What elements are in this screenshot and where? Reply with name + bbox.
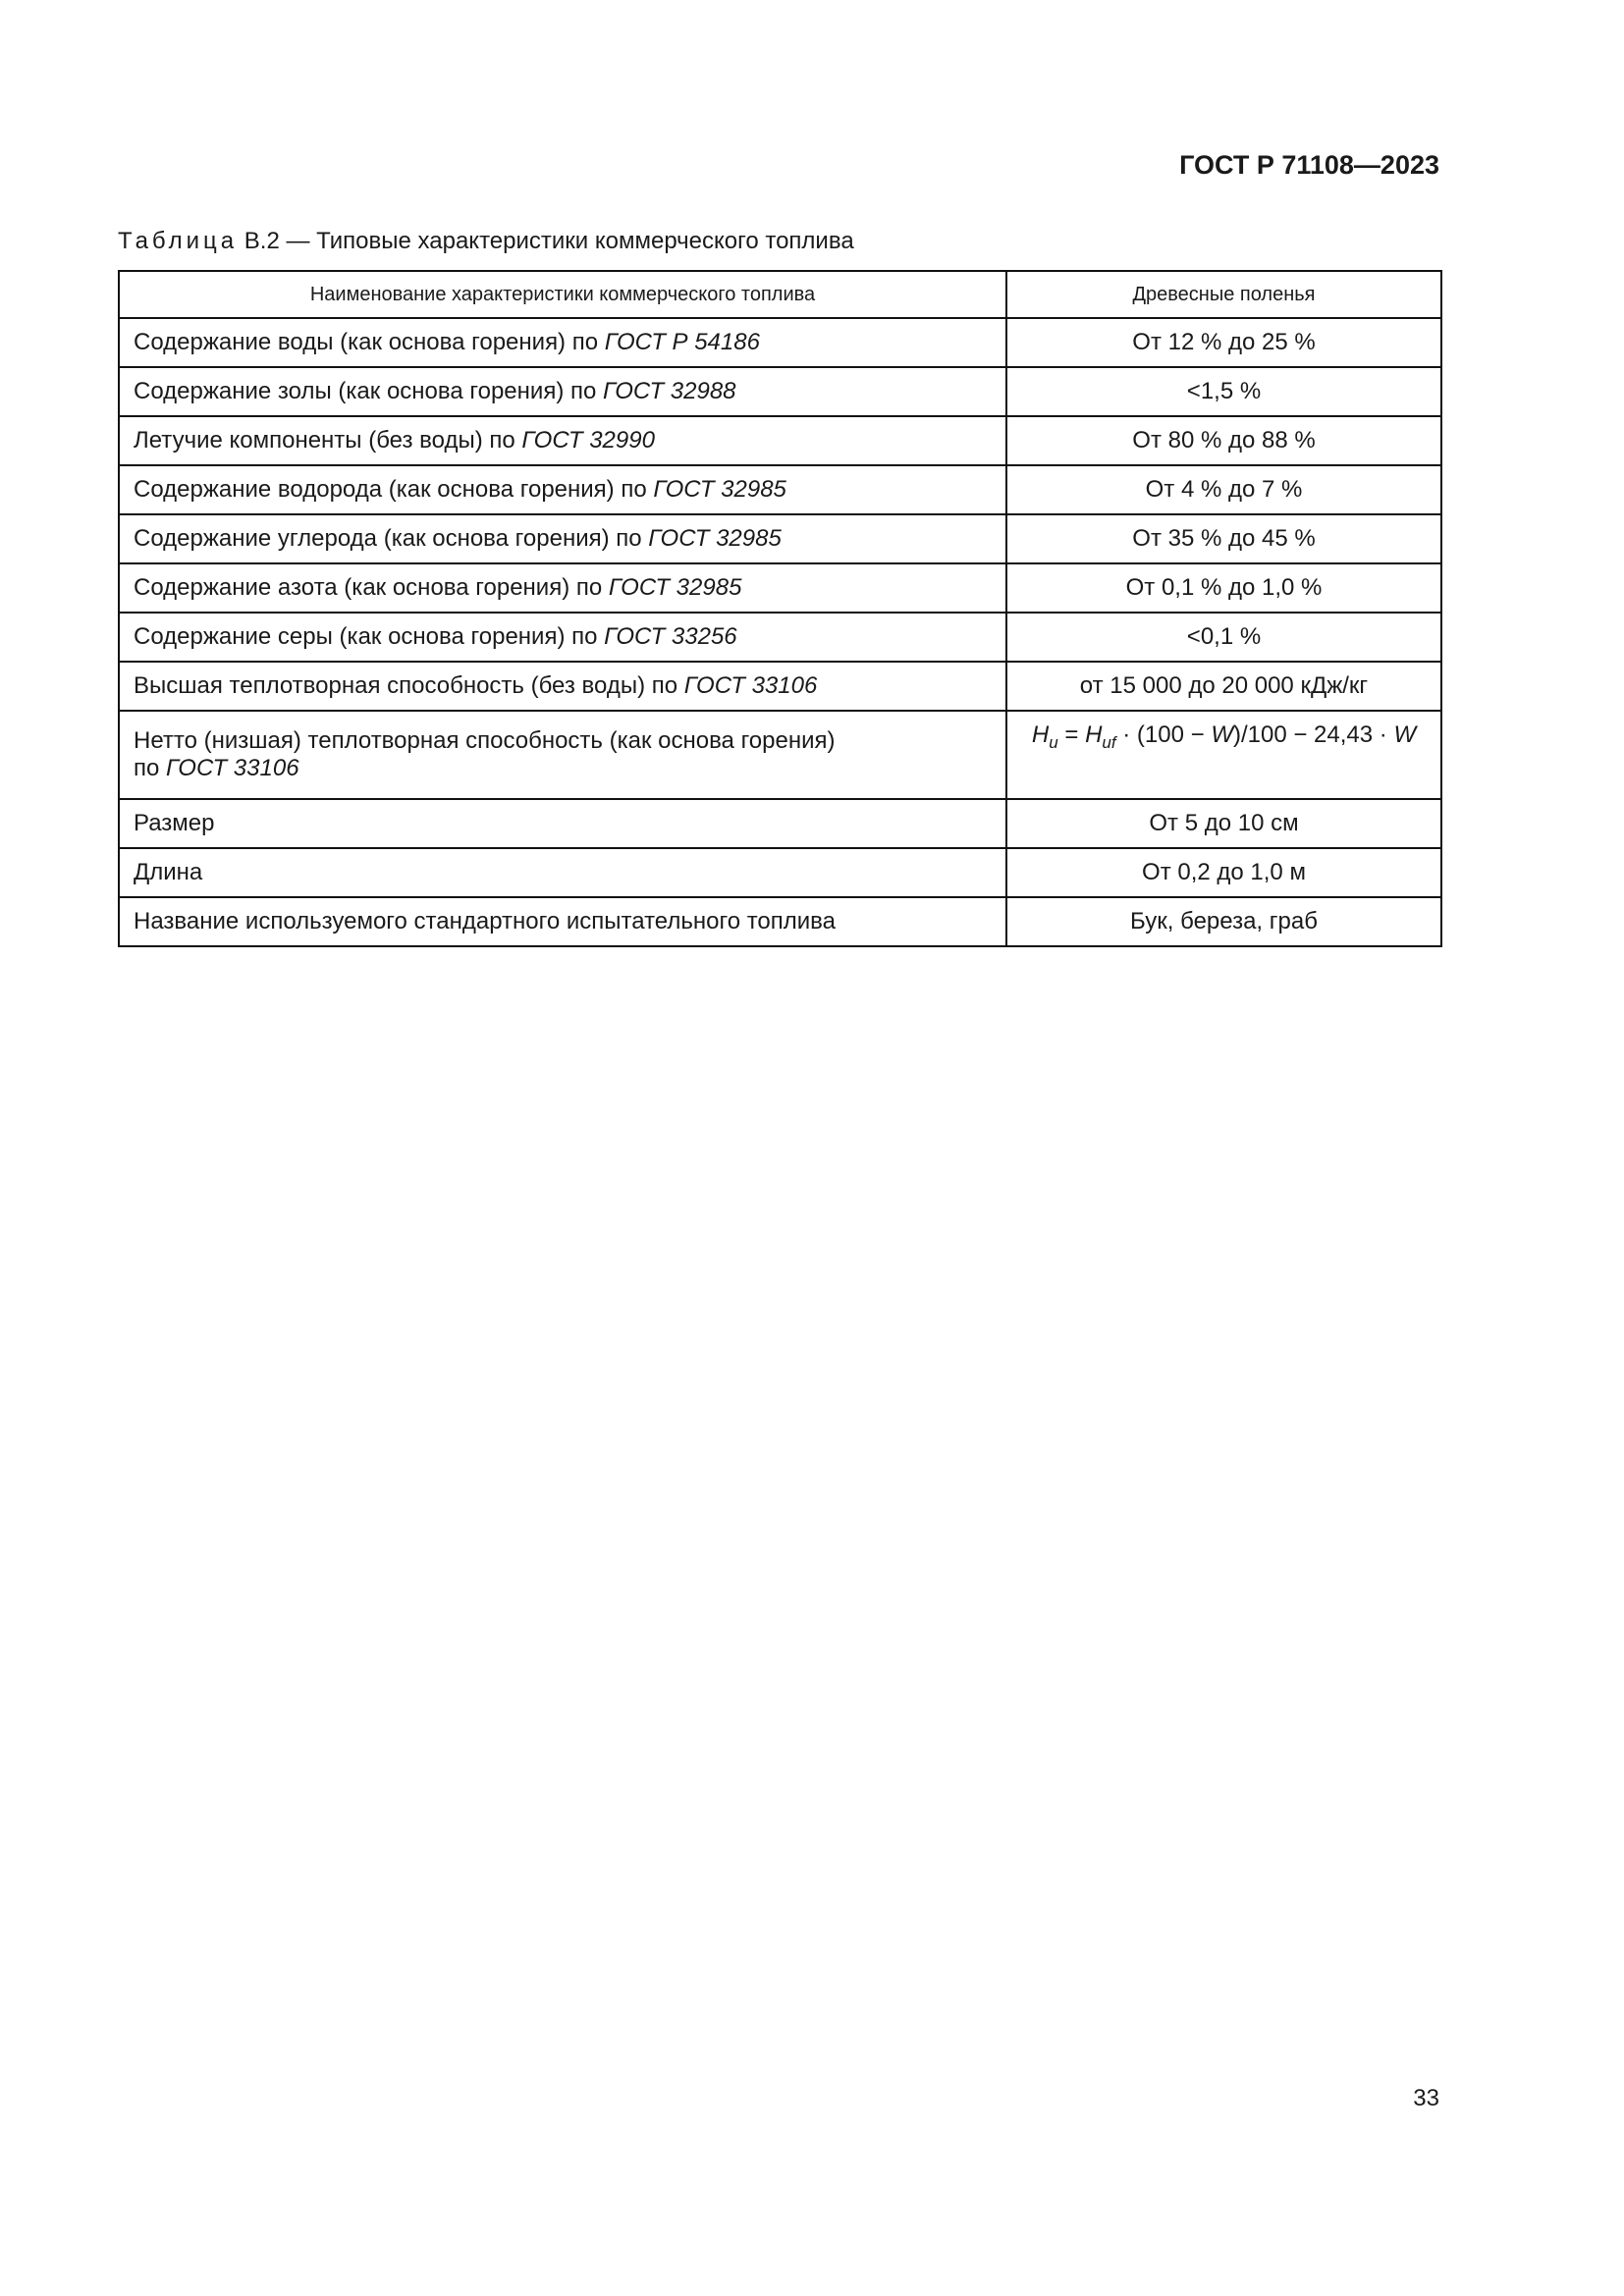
table-row xyxy=(119,318,1441,367)
characteristic-name: Содержание золы (как основа горения) по xyxy=(134,378,597,404)
characteristic-name-continued: по xyxy=(134,755,160,781)
column-header-wood-logs: Древесные поленья xyxy=(1006,271,1441,318)
characteristic-cell xyxy=(119,613,1006,662)
table-row xyxy=(119,416,1441,465)
formula-moisture-variable-2: W xyxy=(1393,721,1417,748)
table-row xyxy=(119,563,1441,613)
table-caption-number: В.2 xyxy=(244,228,280,254)
characteristic-cell xyxy=(119,367,1006,416)
characteristic-name: Высшая теплотворная способность (без воды) по xyxy=(134,672,678,699)
table-row xyxy=(119,662,1441,711)
characteristic-name: Летучие компоненты (без воды) по xyxy=(134,427,515,454)
table-row xyxy=(119,367,1441,416)
standard-reference: ГОСТ 33256 xyxy=(604,623,737,650)
table-row xyxy=(119,465,1441,514)
value-cell: От 0,2 до 1,0 м xyxy=(1006,848,1441,897)
value-cell: От 80 % до 88 % xyxy=(1006,416,1441,465)
column-header-characteristic: Наименование характеристики коммерческого топлива xyxy=(119,271,1006,318)
characteristic-cell xyxy=(119,318,1006,367)
table-caption xyxy=(118,226,854,257)
value-cell: От 0,1 % до 1,0 % xyxy=(1006,563,1441,613)
characteristic-cell xyxy=(119,563,1006,613)
characteristic-cell: Размер xyxy=(119,799,1006,848)
fuel-characteristics-table xyxy=(118,270,1442,947)
formula-dry-heat-symbol: H xyxy=(1085,721,1103,748)
standard-reference: ГОСТ 32985 xyxy=(648,525,782,552)
standard-reference: ГОСТ 33106 xyxy=(166,755,299,781)
table-row xyxy=(119,799,1441,848)
table-caption-label: Таблица xyxy=(118,228,239,254)
characteristic-name: Содержание серы (как основа горения) по xyxy=(134,623,598,650)
characteristic-name: Содержание водорода (как основа горения) по xyxy=(134,476,647,503)
characteristic-cell: Длина xyxy=(119,848,1006,897)
formula-net-heat-subscript: u xyxy=(1049,733,1058,752)
characteristic-cell xyxy=(119,514,1006,563)
table-caption-dash: — xyxy=(286,228,310,254)
table-caption-title: Типовые характеристики коммерческого топлива xyxy=(316,228,854,254)
value-cell: <0,1 % xyxy=(1006,613,1441,662)
standard-reference: ГОСТ 32985 xyxy=(608,574,742,601)
standard-reference: ГОСТ 33106 xyxy=(683,672,818,699)
value-cell: От 5 до 10 см xyxy=(1006,799,1441,848)
page-number: 33 xyxy=(1413,2085,1439,2111)
formula-dry-heat-subscript: uf xyxy=(1102,733,1116,752)
standard-reference: ГОСТ 32988 xyxy=(603,378,736,404)
characteristic-name: Содержание воды (как основа горения) по xyxy=(134,329,599,355)
value-cell: Бук, береза, граб xyxy=(1006,897,1441,946)
formula-part-1: · (100 − xyxy=(1122,721,1205,748)
value-cell: От 35 % до 45 % xyxy=(1006,514,1441,563)
standard-reference: ГОСТ Р 54186 xyxy=(604,329,760,355)
characteristic-cell xyxy=(119,416,1006,465)
characteristic-name: Содержание углерода (как основа горения) по xyxy=(134,525,642,552)
characteristic-name: Нетто (низшая) теплотворная способность (как основа горения) xyxy=(134,727,836,754)
characteristic-cell: Название используемого стандартного испытательного топлива xyxy=(119,897,1006,946)
value-cell: От 12 % до 25 % xyxy=(1006,318,1441,367)
formula-equals: = xyxy=(1064,721,1079,748)
formula-moisture-variable: W xyxy=(1211,721,1233,748)
table-header-row xyxy=(119,271,1441,318)
table-row xyxy=(119,848,1441,897)
characteristic-cell xyxy=(119,465,1006,514)
value-cell: <1,5 % xyxy=(1006,367,1441,416)
formula-net-heat-symbol: H xyxy=(1031,721,1050,748)
table-row xyxy=(119,514,1441,563)
standard-reference: ГОСТ 32990 xyxy=(521,427,655,454)
formula-part-2: )/100 − 24,43 · xyxy=(1232,721,1387,748)
document-code: ГОСТ Р 71108—2023 xyxy=(1179,150,1439,180)
table-row xyxy=(119,613,1441,662)
value-cell: от 15 000 до 20 000 кДж/кг xyxy=(1006,662,1441,711)
table-row xyxy=(119,711,1441,799)
standard-reference: ГОСТ 32985 xyxy=(653,476,786,503)
characteristic-name: Содержание азота (как основа горения) по xyxy=(134,574,603,601)
characteristic-cell xyxy=(119,662,1006,711)
value-cell: От 4 % до 7 % xyxy=(1006,465,1441,514)
characteristic-cell xyxy=(119,711,1006,799)
formula-cell xyxy=(1006,711,1441,799)
table-row xyxy=(119,897,1441,946)
